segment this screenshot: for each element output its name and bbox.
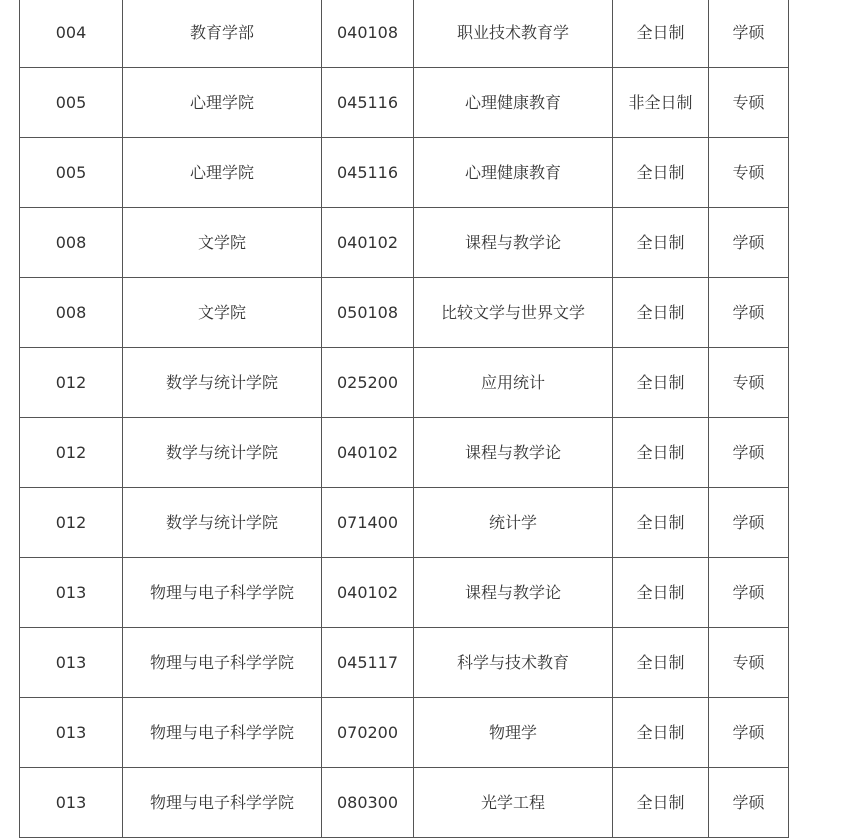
study-mode-cell: 全日制 (613, 558, 709, 628)
college-code-cell: 005 (20, 68, 123, 138)
major-name-cell: 光学工程 (414, 768, 613, 838)
program-table-container (19, 0, 789, 838)
major-code-cell: 050108 (322, 278, 414, 348)
study-mode-cell: 全日制 (613, 0, 709, 68)
study-mode-cell: 全日制 (613, 628, 709, 698)
major-name-cell: 物理学 (414, 698, 613, 768)
table-row (20, 0, 789, 68)
college-name-cell: 物理与电子科学学院 (123, 558, 322, 628)
college-name-cell: 物理与电子科学学院 (123, 698, 322, 768)
college-name-cell: 数学与统计学院 (123, 348, 322, 418)
major-name-cell: 课程与教学论 (414, 208, 613, 278)
college-name-cell: 文学院 (123, 278, 322, 348)
study-mode-cell: 全日制 (613, 278, 709, 348)
major-name-cell: 心理健康教育 (414, 68, 613, 138)
table-row (20, 558, 789, 628)
study-mode-cell: 全日制 (613, 418, 709, 488)
college-name-cell: 心理学院 (123, 68, 322, 138)
table-row (20, 208, 789, 278)
college-name-cell: 物理与电子科学学院 (123, 628, 322, 698)
table-row (20, 68, 789, 138)
college-name-cell: 心理学院 (123, 138, 322, 208)
college-code-cell: 012 (20, 418, 123, 488)
major-code-cell: 045117 (322, 628, 414, 698)
study-mode-cell: 非全日制 (613, 68, 709, 138)
major-name-cell: 统计学 (414, 488, 613, 558)
degree-type-cell: 学硕 (709, 558, 789, 628)
major-name-cell: 课程与教学论 (414, 418, 613, 488)
degree-type-cell: 学硕 (709, 488, 789, 558)
college-code-cell: 013 (20, 698, 123, 768)
college-name-cell: 教育学部 (123, 0, 322, 68)
major-code-cell: 040102 (322, 558, 414, 628)
study-mode-cell: 全日制 (613, 348, 709, 418)
college-code-cell: 012 (20, 348, 123, 418)
major-code-cell: 040102 (322, 418, 414, 488)
college-name-cell: 数学与统计学院 (123, 418, 322, 488)
major-code-cell: 071400 (322, 488, 414, 558)
college-code-cell: 008 (20, 208, 123, 278)
degree-type-cell: 学硕 (709, 418, 789, 488)
table-row (20, 418, 789, 488)
major-name-cell: 应用统计 (414, 348, 613, 418)
college-code-cell: 013 (20, 558, 123, 628)
major-name-cell: 科学与技术教育 (414, 628, 613, 698)
table-row (20, 698, 789, 768)
study-mode-cell: 全日制 (613, 138, 709, 208)
major-code-cell: 025200 (322, 348, 414, 418)
college-name-cell: 文学院 (123, 208, 322, 278)
degree-type-cell: 学硕 (709, 698, 789, 768)
degree-type-cell: 专硕 (709, 348, 789, 418)
major-code-cell: 070200 (322, 698, 414, 768)
table-row (20, 278, 789, 348)
program-table-body (20, 0, 789, 838)
table-row (20, 768, 789, 838)
college-code-cell: 013 (20, 628, 123, 698)
table-row (20, 488, 789, 558)
study-mode-cell: 全日制 (613, 768, 709, 838)
college-code-cell: 004 (20, 0, 123, 68)
major-name-cell: 课程与教学论 (414, 558, 613, 628)
college-code-cell: 013 (20, 768, 123, 838)
major-code-cell: 045116 (322, 68, 414, 138)
major-code-cell: 080300 (322, 768, 414, 838)
study-mode-cell: 全日制 (613, 698, 709, 768)
major-code-cell: 040102 (322, 208, 414, 278)
program-table (19, 0, 789, 838)
degree-type-cell: 学硕 (709, 208, 789, 278)
college-code-cell: 005 (20, 138, 123, 208)
college-name-cell: 物理与电子科学学院 (123, 768, 322, 838)
degree-type-cell: 学硕 (709, 768, 789, 838)
degree-type-cell: 学硕 (709, 0, 789, 68)
degree-type-cell: 专硕 (709, 138, 789, 208)
study-mode-cell: 全日制 (613, 488, 709, 558)
college-code-cell: 012 (20, 488, 123, 558)
major-name-cell: 比较文学与世界文学 (414, 278, 613, 348)
study-mode-cell: 全日制 (613, 208, 709, 278)
college-code-cell: 008 (20, 278, 123, 348)
major-name-cell: 职业技术教育学 (414, 0, 613, 68)
degree-type-cell: 专硕 (709, 68, 789, 138)
degree-type-cell: 学硕 (709, 278, 789, 348)
table-row (20, 348, 789, 418)
major-name-cell: 心理健康教育 (414, 138, 613, 208)
major-code-cell: 045116 (322, 138, 414, 208)
table-row (20, 628, 789, 698)
table-row (20, 138, 789, 208)
degree-type-cell: 专硕 (709, 628, 789, 698)
college-name-cell: 数学与统计学院 (123, 488, 322, 558)
major-code-cell: 040108 (322, 0, 414, 68)
